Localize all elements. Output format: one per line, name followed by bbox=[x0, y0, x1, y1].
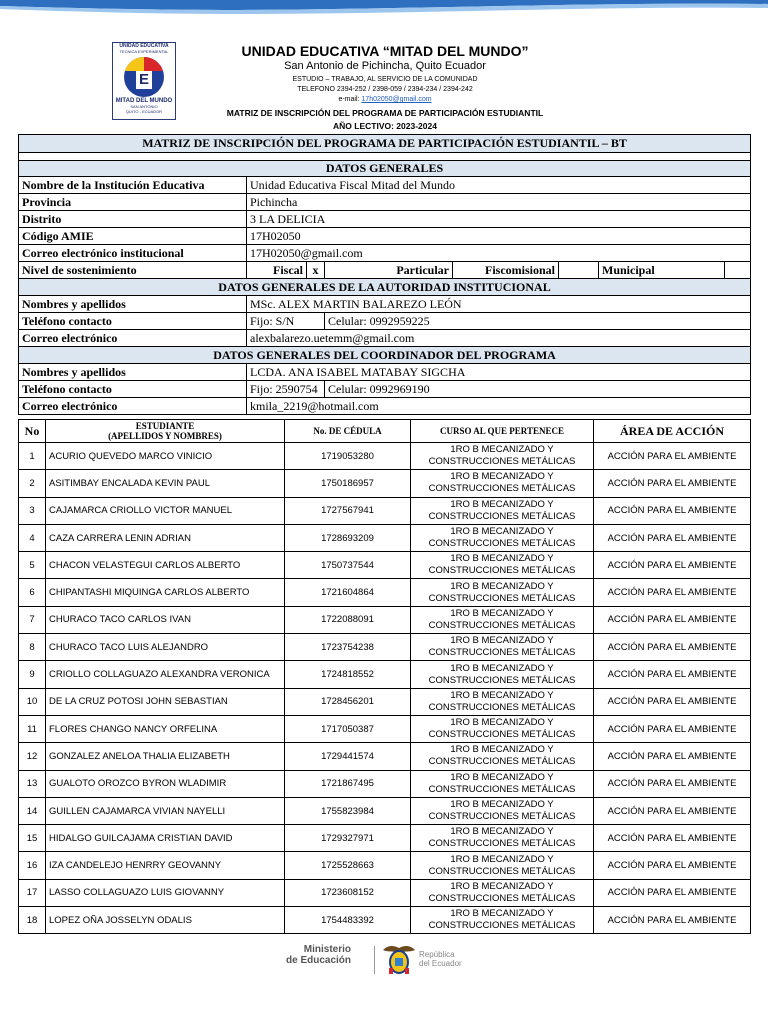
logo-place-2: QUITO - ECUADOR bbox=[125, 109, 163, 114]
student-course: 1RO B MECANIZADO Y CONSTRUCCIONES METÁLICAS bbox=[411, 497, 594, 524]
authority-name-label: Nombres y apellidos bbox=[19, 296, 247, 313]
col-header-student bbox=[46, 420, 285, 443]
student-name: CHURACO TACO LUIS ALEJANDRO bbox=[46, 634, 285, 661]
student-id: 1754483392 bbox=[285, 907, 411, 934]
authority-fixed-phone: Fijo: S/N bbox=[247, 313, 325, 330]
row-number: 18 bbox=[19, 907, 46, 934]
table-row bbox=[19, 907, 751, 934]
authority-email-value: alexbalarezo.uetemm@gmail.com bbox=[247, 330, 751, 347]
ministry-logo bbox=[286, 944, 351, 966]
student-area: ACCIÓN PARA EL AMBIENTE bbox=[594, 797, 751, 824]
student-name: LASSO COLLAGUAZO LUIS GIOVANNY bbox=[46, 879, 285, 906]
table-row bbox=[19, 661, 751, 688]
authority-phone-label: Teléfono contacto bbox=[19, 313, 247, 330]
table-row bbox=[19, 606, 751, 633]
coordinator-email-label: Correo electrónico bbox=[19, 398, 247, 415]
row-number: 10 bbox=[19, 688, 46, 715]
student-id: 1729441574 bbox=[285, 743, 411, 770]
ministry-line-2: de Educación bbox=[286, 955, 352, 966]
student-course: 1RO B MECANIZADO Y CONSTRUCCIONES METÁLICAS bbox=[411, 825, 594, 852]
logo-sub-text: TECNICA EXPERIMENTAL bbox=[119, 49, 169, 54]
coordinator-phone-label: Teléfono contacto bbox=[19, 381, 247, 398]
col-header-area: ÁREA DE ACCIÓN bbox=[594, 420, 751, 443]
fiscomisional-option-box bbox=[559, 262, 599, 279]
students-table-body bbox=[19, 443, 751, 934]
institution-name: UNIDAD EDUCATIVA “MITAD DEL MUNDO” bbox=[241, 43, 529, 59]
logo-emblem-icon bbox=[124, 57, 164, 97]
student-area: ACCIÓN PARA EL AMBIENTE bbox=[594, 524, 751, 551]
student-area: ACCIÓN PARA EL AMBIENTE bbox=[594, 443, 751, 470]
institution-email-line bbox=[190, 96, 580, 103]
student-area: ACCIÓN PARA EL AMBIENTE bbox=[594, 743, 751, 770]
student-id: 1725528663 bbox=[285, 852, 411, 879]
institution-label: Nombre de la Institución Educativa bbox=[19, 177, 247, 194]
student-name: GUALOTO OROZCO BYRON WLADIMIR bbox=[46, 770, 285, 797]
student-course: 1RO B MECANIZADO Y CONSTRUCCIONES METÁLICAS bbox=[411, 579, 594, 606]
table-row bbox=[19, 470, 751, 497]
student-course: 1RO B MECANIZADO Y CONSTRUCCIONES METÁLICAS bbox=[411, 552, 594, 579]
district-value: 3 LA DELICIA bbox=[247, 211, 751, 228]
fiscal-option-label: Fiscal bbox=[247, 262, 307, 279]
authority-name-value: MSc. ALEX MARTIN BALAREZO LEÓN bbox=[247, 296, 751, 313]
amie-label: Código AMIE bbox=[19, 228, 247, 245]
coordinator-name-value: LCDA. ANA ISABEL MATABAY SIGCHA bbox=[247, 364, 751, 381]
students-table bbox=[18, 419, 751, 934]
row-number: 15 bbox=[19, 825, 46, 852]
student-id: 1750186957 bbox=[285, 470, 411, 497]
student-course: 1RO B MECANIZADO Y CONSTRUCCIONES METÁLICAS bbox=[411, 634, 594, 661]
student-name: CHIPANTASHI MIQUINGA CARLOS ALBERTO bbox=[46, 579, 285, 606]
table-row bbox=[19, 688, 751, 715]
row-number: 2 bbox=[19, 470, 46, 497]
republic-line-2: del Ecuador bbox=[419, 959, 462, 968]
coordinator-fixed-phone: Fijo: 2590754 bbox=[247, 381, 325, 398]
student-course: 1RO B MECANIZADO Y CONSTRUCCIONES METÁLICAS bbox=[411, 907, 594, 934]
student-id: 1724818552 bbox=[285, 661, 411, 688]
email-label: e-mail: bbox=[338, 96, 360, 103]
col-header-no: No bbox=[19, 420, 46, 443]
logo-letter: E bbox=[136, 71, 152, 89]
table-row bbox=[19, 634, 751, 661]
student-id: 1722088091 bbox=[285, 606, 411, 633]
student-id: 1729327971 bbox=[285, 825, 411, 852]
student-course: 1RO B MECANIZADO Y CONSTRUCCIONES METÁLICAS bbox=[411, 661, 594, 688]
district-label: Distrito bbox=[19, 211, 247, 228]
student-area: ACCIÓN PARA EL AMBIENTE bbox=[594, 634, 751, 661]
support-level-label: Nivel de sostenimiento bbox=[19, 262, 247, 279]
matrix-title: MATRIZ DE INSCRIPCIÓN DEL PROGRAMA DE PARTICIPACIÓN ESTUDIANTIL – BT bbox=[19, 135, 751, 153]
student-id: 1721604864 bbox=[285, 579, 411, 606]
student-name: CRIOLLO COLLAGUAZO ALEXANDRA VERONICA bbox=[46, 661, 285, 688]
student-name: GUILLEN CAJAMARCA VIVIAN NAYELLI bbox=[46, 797, 285, 824]
student-name: FLORES CHANGO NANCY ORFELINA bbox=[46, 715, 285, 742]
row-number: 5 bbox=[19, 552, 46, 579]
particular-option-label: Particular bbox=[325, 262, 453, 279]
col-header-id: No. DE CÉDULA bbox=[285, 420, 411, 443]
institution-email-link[interactable]: 17h02050@gmail.com bbox=[361, 96, 432, 103]
student-area: ACCIÓN PARA EL AMBIENTE bbox=[594, 715, 751, 742]
student-name: DE LA CRUZ POTOSI JOHN SEBASTIAN bbox=[46, 688, 285, 715]
student-course: 1RO B MECANIZADO Y CONSTRUCCIONES METÁLICAS bbox=[411, 524, 594, 551]
row-number: 8 bbox=[19, 634, 46, 661]
row-number: 16 bbox=[19, 852, 46, 879]
footer-divider bbox=[374, 946, 375, 974]
coordinator-name-label: Nombres y apellidos bbox=[19, 364, 247, 381]
student-course: 1RO B MECANIZADO Y CONSTRUCCIONES METÁLICAS bbox=[411, 797, 594, 824]
col-header-course: CURSO AL QUE PERTENECE bbox=[411, 420, 594, 443]
logo-place-1: SAN ANTONIO bbox=[130, 104, 158, 109]
table-row bbox=[19, 852, 751, 879]
student-name: IZA CANDELEJO HENRRY GEOVANNY bbox=[46, 852, 285, 879]
header-wave-band bbox=[0, 0, 768, 22]
row-number: 11 bbox=[19, 715, 46, 742]
coordinator-email-value: kmila_2219@hotmail.com bbox=[247, 398, 751, 415]
table-row bbox=[19, 743, 751, 770]
row-number: 13 bbox=[19, 770, 46, 797]
student-name: LOPEZ OÑA JOSSELYN ODALIS bbox=[46, 907, 285, 934]
table-row bbox=[19, 825, 751, 852]
student-course: 1RO B MECANIZADO Y CONSTRUCCIONES METÁLICAS bbox=[411, 770, 594, 797]
republic-logo-text bbox=[419, 950, 462, 968]
table-row bbox=[19, 715, 751, 742]
col-header-student-title: ESTUDIANTE bbox=[135, 421, 195, 431]
coordinator-section-title: DATOS GENERALES DEL COORDINADOR DEL PROGRAMA bbox=[19, 347, 751, 364]
fiscomisional-option-label: Fiscomisional bbox=[453, 262, 559, 279]
student-area: ACCIÓN PARA EL AMBIENTE bbox=[594, 497, 751, 524]
student-name: CHACON VELASTEGUI CARLOS ALBERTO bbox=[46, 552, 285, 579]
student-id: 1723754238 bbox=[285, 634, 411, 661]
student-course: 1RO B MECANIZADO Y CONSTRUCCIONES METÁLICAS bbox=[411, 470, 594, 497]
student-area: ACCIÓN PARA EL AMBIENTE bbox=[594, 688, 751, 715]
col-header-student-sub: (APELLIDOS Y NOMBRES) bbox=[108, 431, 222, 441]
authority-mobile-phone: Celular: 0992959225 bbox=[325, 313, 751, 330]
student-id: 1750737544 bbox=[285, 552, 411, 579]
table-row bbox=[19, 579, 751, 606]
province-label: Provincia bbox=[19, 194, 247, 211]
row-number: 7 bbox=[19, 606, 46, 633]
institution-phones: TELEFONO 2394-252 / 2398-059 / 2394-234 / 2394-242 bbox=[297, 86, 473, 93]
student-course: 1RO B MECANIZADO Y CONSTRUCCIONES METÁLICAS bbox=[411, 688, 594, 715]
row-number: 6 bbox=[19, 579, 46, 606]
student-area: ACCIÓN PARA EL AMBIENTE bbox=[594, 825, 751, 852]
student-area: ACCIÓN PARA EL AMBIENTE bbox=[594, 852, 751, 879]
student-name: ASITIMBAY ENCALADA KEVIN PAUL bbox=[46, 470, 285, 497]
student-course: 1RO B MECANIZADO Y CONSTRUCCIONES METÁLICAS bbox=[411, 743, 594, 770]
general-section-title: DATOS GENERALES bbox=[19, 161, 751, 177]
row-number: 4 bbox=[19, 524, 46, 551]
amie-value: 17H02050 bbox=[247, 228, 751, 245]
institutional-email-label: Correo electrónico institucional bbox=[19, 245, 247, 262]
row-number: 17 bbox=[19, 879, 46, 906]
student-id: 1719053280 bbox=[285, 443, 411, 470]
table-row bbox=[19, 552, 751, 579]
table-row bbox=[19, 497, 751, 524]
logo-name: MITAD DEL MUNDO bbox=[115, 98, 173, 104]
logo-top-text: UNIDAD EDUCATIVA bbox=[119, 43, 169, 49]
student-area: ACCIÓN PARA EL AMBIENTE bbox=[594, 879, 751, 906]
ecuador-coat-of-arms-icon bbox=[381, 942, 417, 976]
student-area: ACCIÓN PARA EL AMBIENTE bbox=[594, 907, 751, 934]
student-id: 1721867495 bbox=[285, 770, 411, 797]
authority-email-label: Correo electrónico bbox=[19, 330, 247, 347]
authority-section-title: DATOS GENERALES DE LA AUTORIDAD INSTITUCIONAL bbox=[19, 279, 751, 296]
institution-motto: ESTUDIO – TRABAJO, AL SERVICIO DE LA COMUNIDAD bbox=[292, 76, 478, 83]
student-name: CHURACO TACO CARLOS IVAN bbox=[46, 606, 285, 633]
table-row bbox=[19, 797, 751, 824]
fiscal-option-mark: x bbox=[307, 262, 325, 279]
row-number: 1 bbox=[19, 443, 46, 470]
student-course: 1RO B MECANIZADO Y CONSTRUCCIONES METÁLICAS bbox=[411, 852, 594, 879]
table-row bbox=[19, 879, 751, 906]
student-area: ACCIÓN PARA EL AMBIENTE bbox=[594, 606, 751, 633]
school-logo bbox=[112, 42, 176, 120]
row-number: 9 bbox=[19, 661, 46, 688]
student-area: ACCIÓN PARA EL AMBIENTE bbox=[594, 661, 751, 688]
table-row bbox=[19, 443, 751, 470]
student-id: 1728456201 bbox=[285, 688, 411, 715]
student-name: CAZA CARRERA LENIN ADRIAN bbox=[46, 524, 285, 551]
province-value: Pichincha bbox=[247, 194, 751, 211]
student-area: ACCIÓN PARA EL AMBIENTE bbox=[594, 579, 751, 606]
institution-location: San Antonio de Pichincha, Quito Ecuador bbox=[284, 60, 486, 72]
student-id: 1755823984 bbox=[285, 797, 411, 824]
institutional-email-value: 17H02050@gmail.com bbox=[247, 245, 751, 262]
row-number: 14 bbox=[19, 797, 46, 824]
student-area: ACCIÓN PARA EL AMBIENTE bbox=[594, 470, 751, 497]
student-id: 1727567941 bbox=[285, 497, 411, 524]
table-row bbox=[19, 770, 751, 797]
student-course: 1RO B MECANIZADO Y CONSTRUCCIONES METÁLICAS bbox=[411, 879, 594, 906]
student-id: 1723608152 bbox=[285, 879, 411, 906]
student-course: 1RO B MECANIZADO Y CONSTRUCCIONES METÁLICAS bbox=[411, 715, 594, 742]
student-area: ACCIÓN PARA EL AMBIENTE bbox=[594, 552, 751, 579]
municipal-option-box bbox=[725, 262, 751, 279]
student-name: CAJAMARCA CRIOLLO VICTOR MANUEL bbox=[46, 497, 285, 524]
student-id: 1728693209 bbox=[285, 524, 411, 551]
student-course: 1RO B MECANIZADO Y CONSTRUCCIONES METÁLICAS bbox=[411, 443, 594, 470]
school-year: AÑO LECTIVO: 2023-2024 bbox=[333, 121, 437, 131]
student-course: 1RO B MECANIZADO Y CONSTRUCCIONES METÁLICAS bbox=[411, 606, 594, 633]
spacer-row bbox=[19, 153, 751, 161]
table-row bbox=[19, 524, 751, 551]
municipal-option-label: Municipal bbox=[599, 262, 725, 279]
student-name: GONZALEZ ANELOA THALIA ELIZABETH bbox=[46, 743, 285, 770]
student-name: ACURIO QUEVEDO MARCO VINICIO bbox=[46, 443, 285, 470]
registration-form-table bbox=[18, 134, 751, 415]
student-name: HIDALGO GUILCAJAMA CRISTIAN DAVID bbox=[46, 825, 285, 852]
student-area: ACCIÓN PARA EL AMBIENTE bbox=[594, 770, 751, 797]
institution-value: Unidad Educativa Fiscal Mitad del Mundo bbox=[247, 177, 751, 194]
document-title: MATRIZ DE INSCRIPCIÓN DEL PROGRAMA DE PARTICIPACIÓN ESTUDIANTIL bbox=[226, 108, 544, 118]
republic-line-1: República bbox=[419, 950, 455, 959]
ministry-line-1: Ministerio bbox=[303, 944, 352, 955]
row-number: 12 bbox=[19, 743, 46, 770]
coordinator-mobile-phone: Celular: 0992969190 bbox=[325, 381, 751, 398]
student-id: 1717050387 bbox=[285, 715, 411, 742]
row-number: 3 bbox=[19, 497, 46, 524]
